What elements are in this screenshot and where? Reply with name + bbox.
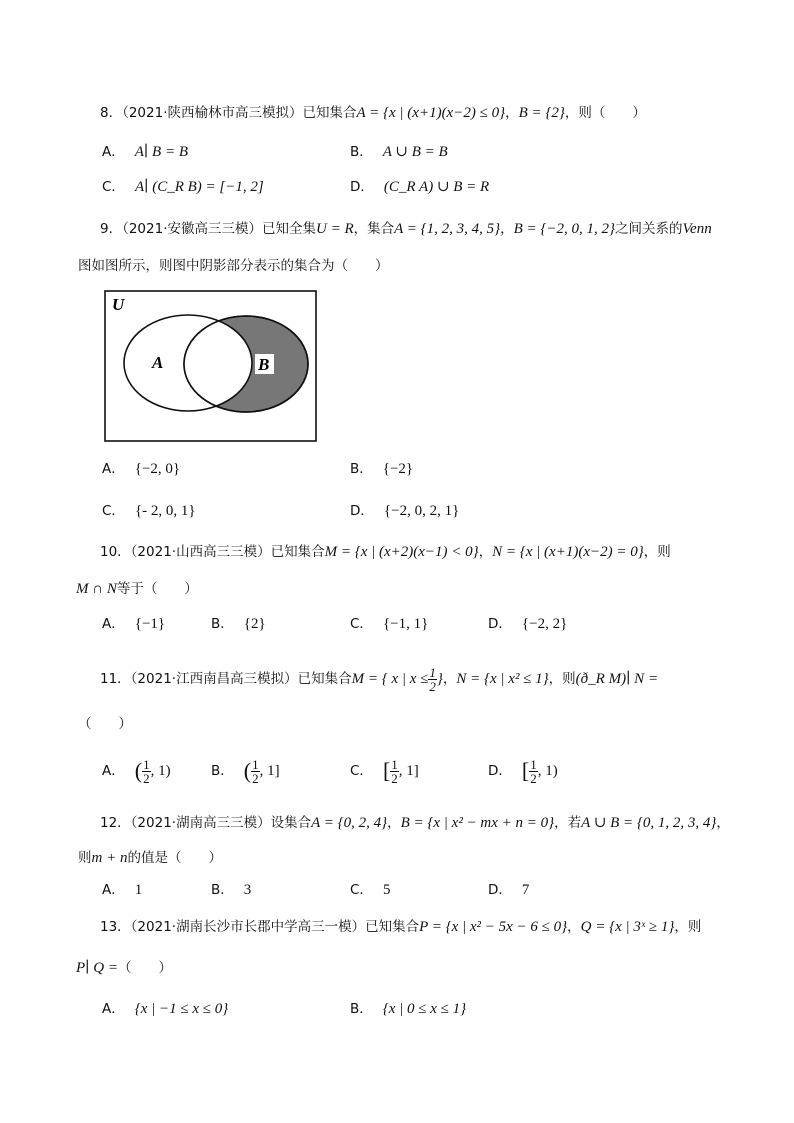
q10-set-n: N = {x | (x+1)(x−2) = 0} xyxy=(492,544,644,560)
q10-set-m: M = {x | (x+2)(x−1) < 0} xyxy=(324,544,479,560)
q11-stem: 11．（2021·江西南昌高三模拟）已知集合M = { x | x ≤ $\frac{1}{2}$ }，N = {x | x² ≤ 1}，则(ð_R M)∣ N = xyxy=(100,665,659,695)
venn-diagram xyxy=(104,290,320,446)
q12-union: A ∪ B = {0, 1, 2, 3, 4} xyxy=(581,815,717,831)
venn-label-a: A xyxy=(152,353,164,372)
venn-label-b: B xyxy=(258,355,270,374)
venn-label-u: U xyxy=(112,295,125,314)
q8-option-d[interactable]: D． (C_R A) ∪ B = R xyxy=(350,179,490,195)
q13-set-q: Q = {x | 3ˣ ≥ 1} xyxy=(580,919,675,935)
q12-option-b[interactable]: B． 3 xyxy=(211,882,252,898)
q13-stem-line2: P∣ Q =（ ） xyxy=(76,960,172,976)
q8-stem: 8．（2021·陕西榆林市高三模拟）已知集合A = {x | (x+1)(x−2) ≤ 0}，B = {2}，则（ ） xyxy=(100,105,646,121)
q9-venn-word: Venn xyxy=(682,221,712,237)
q13-set-p: P = {x | x² − 5x − 6 ≤ 0} xyxy=(419,919,568,935)
q13-option-a[interactable]: A． {x | −1 ≤ x ≤ 0} xyxy=(102,1001,229,1017)
q11-set-n: N = {x | x² ≤ 1} xyxy=(456,671,549,687)
q13-option-b[interactable]: B． {x | 0 ≤ x ≤ 1} xyxy=(350,1001,467,1017)
q9-option-d[interactable]: D． {−2, 0, 2, 1} xyxy=(350,503,460,519)
q9-option-b[interactable]: B． {−2} xyxy=(350,461,414,477)
q8-option-b[interactable]: B． A ∪ B = B xyxy=(350,144,448,160)
q11-expr: (ð_R M)∣ N = xyxy=(575,671,659,687)
q12-set-b: B = {x | x² − mx + n = 0} xyxy=(400,815,555,831)
q10-option-b[interactable]: B． {2} xyxy=(211,616,266,632)
q11-fraction: $\frac{1}{2}$ xyxy=(429,665,436,695)
q11-option-b[interactable]: B． ( $\frac{1}{2}$ , 1] xyxy=(211,756,280,786)
q9-option-c[interactable]: C． {- 2, 0, 1} xyxy=(102,503,196,519)
q9-stem: 9．（2021·安徽高三三模）已知全集U = R，集合A = {1, 2, 3, 4, 5}，B = {−2, 0, 1, 2}之间关系的Venn xyxy=(100,221,712,237)
q13-stem: 13．（2021·湖南长沙市长郡中学高三一模）已知集合P = {x | x² − 5x − 6 ≤ 0}，Q = {x | 3ˣ ≥ 1}，则 xyxy=(100,919,702,935)
q11-option-c[interactable]: C． [ $\frac{1}{2}$ , 1] xyxy=(350,756,419,786)
q8-set-a: A = {x | (x+1)(x−2) ≤ 0} xyxy=(356,105,506,121)
q12-option-a[interactable]: A． 1 xyxy=(102,882,143,898)
q11-option-d[interactable]: D． [ $\frac{1}{2}$ , 1) xyxy=(488,756,558,786)
q9-stem-line2: 图如图所示，则图中阴影部分表示的集合为（ ） xyxy=(78,258,389,274)
q8-option-c[interactable]: C． A∣ (C_R B) = [−1, 2] xyxy=(102,179,264,195)
q9-option-a[interactable]: A． {−2, 0} xyxy=(102,461,181,477)
q11-stem-line2: （ ） xyxy=(78,716,132,732)
q12-stem-line2: 则m + n的值是（ ） xyxy=(78,850,222,866)
q10-option-a[interactable]: A． {−1} xyxy=(102,616,166,632)
q12-option-c[interactable]: C． 5 xyxy=(350,882,391,898)
q9-universe: U = R xyxy=(316,221,354,237)
q10-stem-line2: M ∩ N等于（ ） xyxy=(76,581,198,597)
q10-option-d[interactable]: D． {−2, 2} xyxy=(488,616,568,632)
q12-option-d[interactable]: D． 7 xyxy=(488,882,530,898)
q11-option-a[interactable]: A． ( $\frac{1}{2}$ , 1) xyxy=(102,756,171,786)
q10-stem: 10．（2021·山西高三三模）已知集合M = {x | (x+2)(x−1) < 0}，N = {x | (x+1)(x−2) = 0}，则 xyxy=(100,544,671,560)
q11-set-m: M = { x | x ≤ $\frac{1}{2}$ } xyxy=(351,665,443,695)
q10-option-c[interactable]: C． {−1, 1} xyxy=(350,616,429,632)
q12-set-a: A = {0, 2, 4} xyxy=(311,815,388,831)
q12-stem: 12．（2021·湖南高三三模）设集合A = {0, 2, 4}，B = {x | x² − mx + n = 0}，若A ∪ B = {0, 1, 2, 3, 4}， xyxy=(100,815,730,831)
q9-set-a: A = {1, 2, 3, 4, 5} xyxy=(394,221,501,237)
q8-set-b: B = {2} xyxy=(518,105,565,121)
q9-set-b: B = {−2, 0, 1, 2} xyxy=(513,221,616,237)
q8-option-a[interactable]: A． A∣ B = B xyxy=(102,144,188,160)
